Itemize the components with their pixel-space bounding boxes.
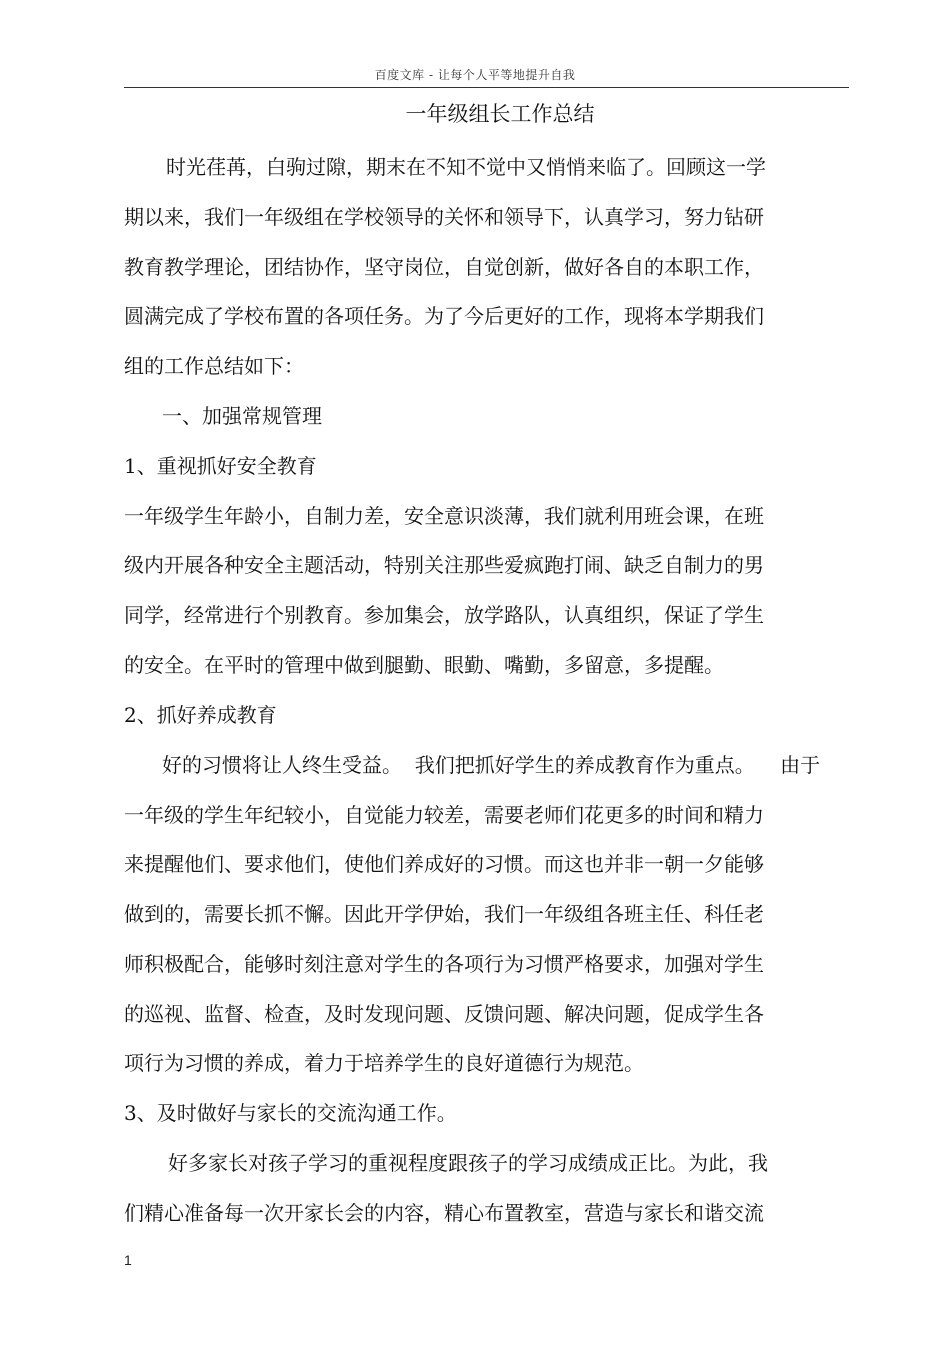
- section-heading-1: 一、加强常规管理: [162, 404, 322, 428]
- page-header: 百度文库 - 让每个人平等地提升自我: [374, 68, 576, 82]
- header-rule: [124, 87, 849, 88]
- body-line-18: 的巡视、监督、检查，及时发现问题、反馈问题、解决问题，促成学生各: [124, 1002, 764, 1026]
- body-line-22: 们精心准备每一次开家长会的内容，精心布置教室，营造与家长和谐交流: [124, 1201, 764, 1225]
- body-line-15: 来提醒他们、要求他们，使他们养成好的习惯。而这也并非一朝一夕能够: [124, 852, 764, 876]
- body-line-3: 教育教学理论，团结协作，坚守岗位，自觉创新，做好各自的本职工作，: [124, 255, 764, 279]
- body-line-21: 好多家长对孩子学习的重视程度跟孩子的学习成绩成正比。为此，我: [168, 1151, 768, 1175]
- body-line-8: 一年级学生年龄小，自制力差，安全意识淡薄，我们就利用班会课，在班: [124, 504, 764, 528]
- body-line-2: 期以来，我们一年级组在学校领导的关怀和领导下，认真学习，努力钻研: [124, 205, 764, 229]
- body-line-5: 组的工作总结如下：: [124, 354, 304, 378]
- body-line-10: 同学，经常进行个别教育。参加集会，放学路队，认真组织，保证了学生: [124, 603, 764, 627]
- document-title: 一年级组长工作总结: [405, 102, 595, 126]
- body-line-14: 一年级的学生年纪较小，自觉能力较差，需要老师们花更多的时间和精力: [124, 803, 764, 827]
- body-line-9: 级内开展各种安全主题活动，特别关注那些爱疯跑打闹、缺乏自制力的男: [124, 553, 764, 577]
- body-line-17: 师积极配合，能够时刻注意对学生的各项行为习惯严格要求，加强对学生: [124, 952, 764, 976]
- subheading-3: 3、及时做好与家长的交流沟通工作。: [124, 1101, 457, 1125]
- page-number: 1: [124, 1252, 132, 1268]
- subheading-1: 1、重视抓好安全教育: [124, 454, 317, 478]
- body-line-16: 做到的，需要长抓不懈。因此开学伊始，我们一年级组各班主任、科任老: [124, 902, 764, 926]
- subheading-2: 2、抓好养成教育: [124, 703, 277, 727]
- body-line-13: 好的习惯将让人终生受益。 我们把抓好学生的养成教育作为重点。 由于: [162, 753, 821, 777]
- body-line-1: 时光荏苒，白驹过隙，期末在不知不觉中又悄悄来临了。回顾这一学: [166, 155, 766, 179]
- body-line-19: 项行为习惯的养成，着力于培养学生的良好道德行为规范。: [124, 1051, 644, 1075]
- body-line-4: 圆满完成了学校布置的各项任务。为了今后更好的工作，现将本学期我们: [124, 304, 764, 328]
- body-line-11: 的安全。在平时的管理中做到腿勤、眼勤、嘴勤，多留意，多提醒。: [124, 653, 724, 677]
